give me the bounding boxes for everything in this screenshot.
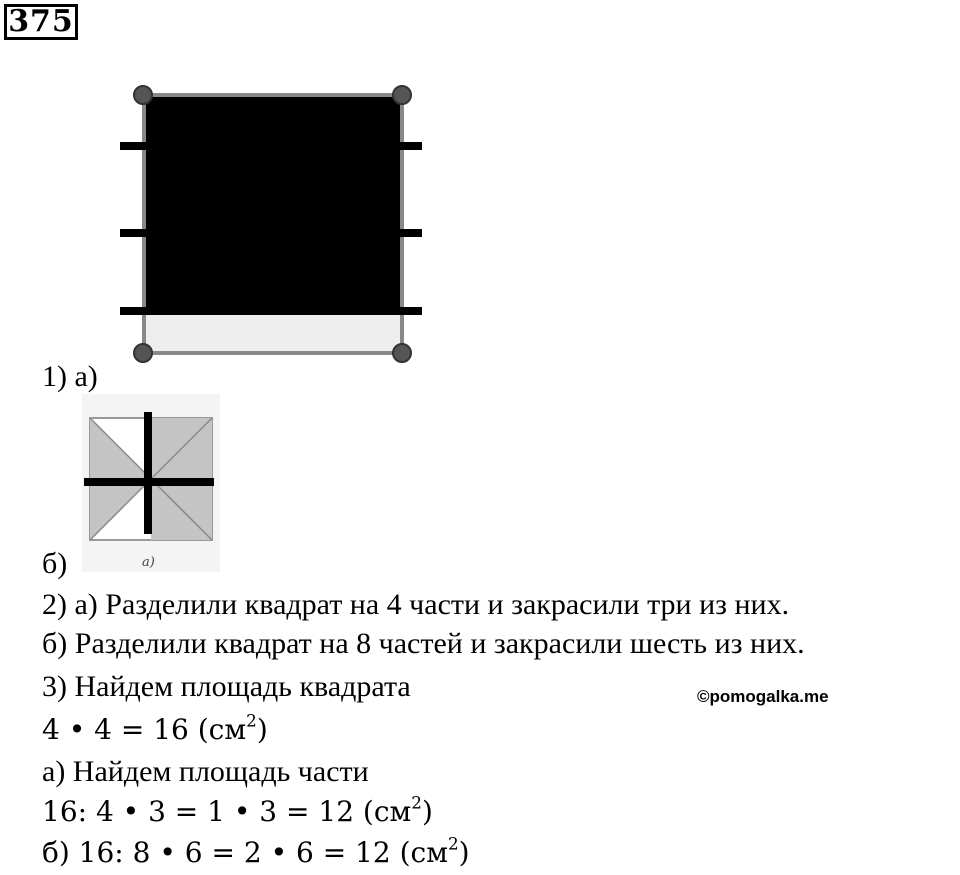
square-figure-eighths <box>82 394 220 572</box>
task-number-badge: 375 <box>4 4 78 40</box>
square-shaded-region <box>146 97 400 313</box>
answer-part-area-b: б) 16: 8 • 6 = 2 • 6 = 12 $(см^2)$ <box>42 833 470 869</box>
figure-caption: а) <box>142 555 155 570</box>
answer-square-area: 4 • 4 = 16 $(см^2)$ <box>42 710 268 746</box>
vertex-bottom-right <box>393 344 411 362</box>
vertex-bottom-left <box>134 344 152 362</box>
vertex-top-right <box>393 86 411 104</box>
answer-part-area-a: 16: 4 • 3 = 1 • 3 = 12 $(см^2)$ <box>42 792 433 828</box>
vertex-top-left <box>134 86 152 104</box>
answer-line-1a: 1) а) <box>42 360 98 393</box>
answer-line-2b: б) Разделили квадрат на 8 частей и закрасили шесть из них. <box>42 627 805 660</box>
square-figure-quarters <box>112 80 432 370</box>
answer-line-3a-heading: а) Найдем площадь части <box>42 755 369 788</box>
answer-line-2a: 2) а) Разделили квадрат на 4 части и закрасили три из них. <box>42 588 790 621</box>
answer-line-1b: б) <box>42 547 68 580</box>
answer-line-3-heading: 3) Найдем площадь квадрата <box>42 670 411 703</box>
watermark-text: ©pomogalka.me <box>697 687 829 706</box>
